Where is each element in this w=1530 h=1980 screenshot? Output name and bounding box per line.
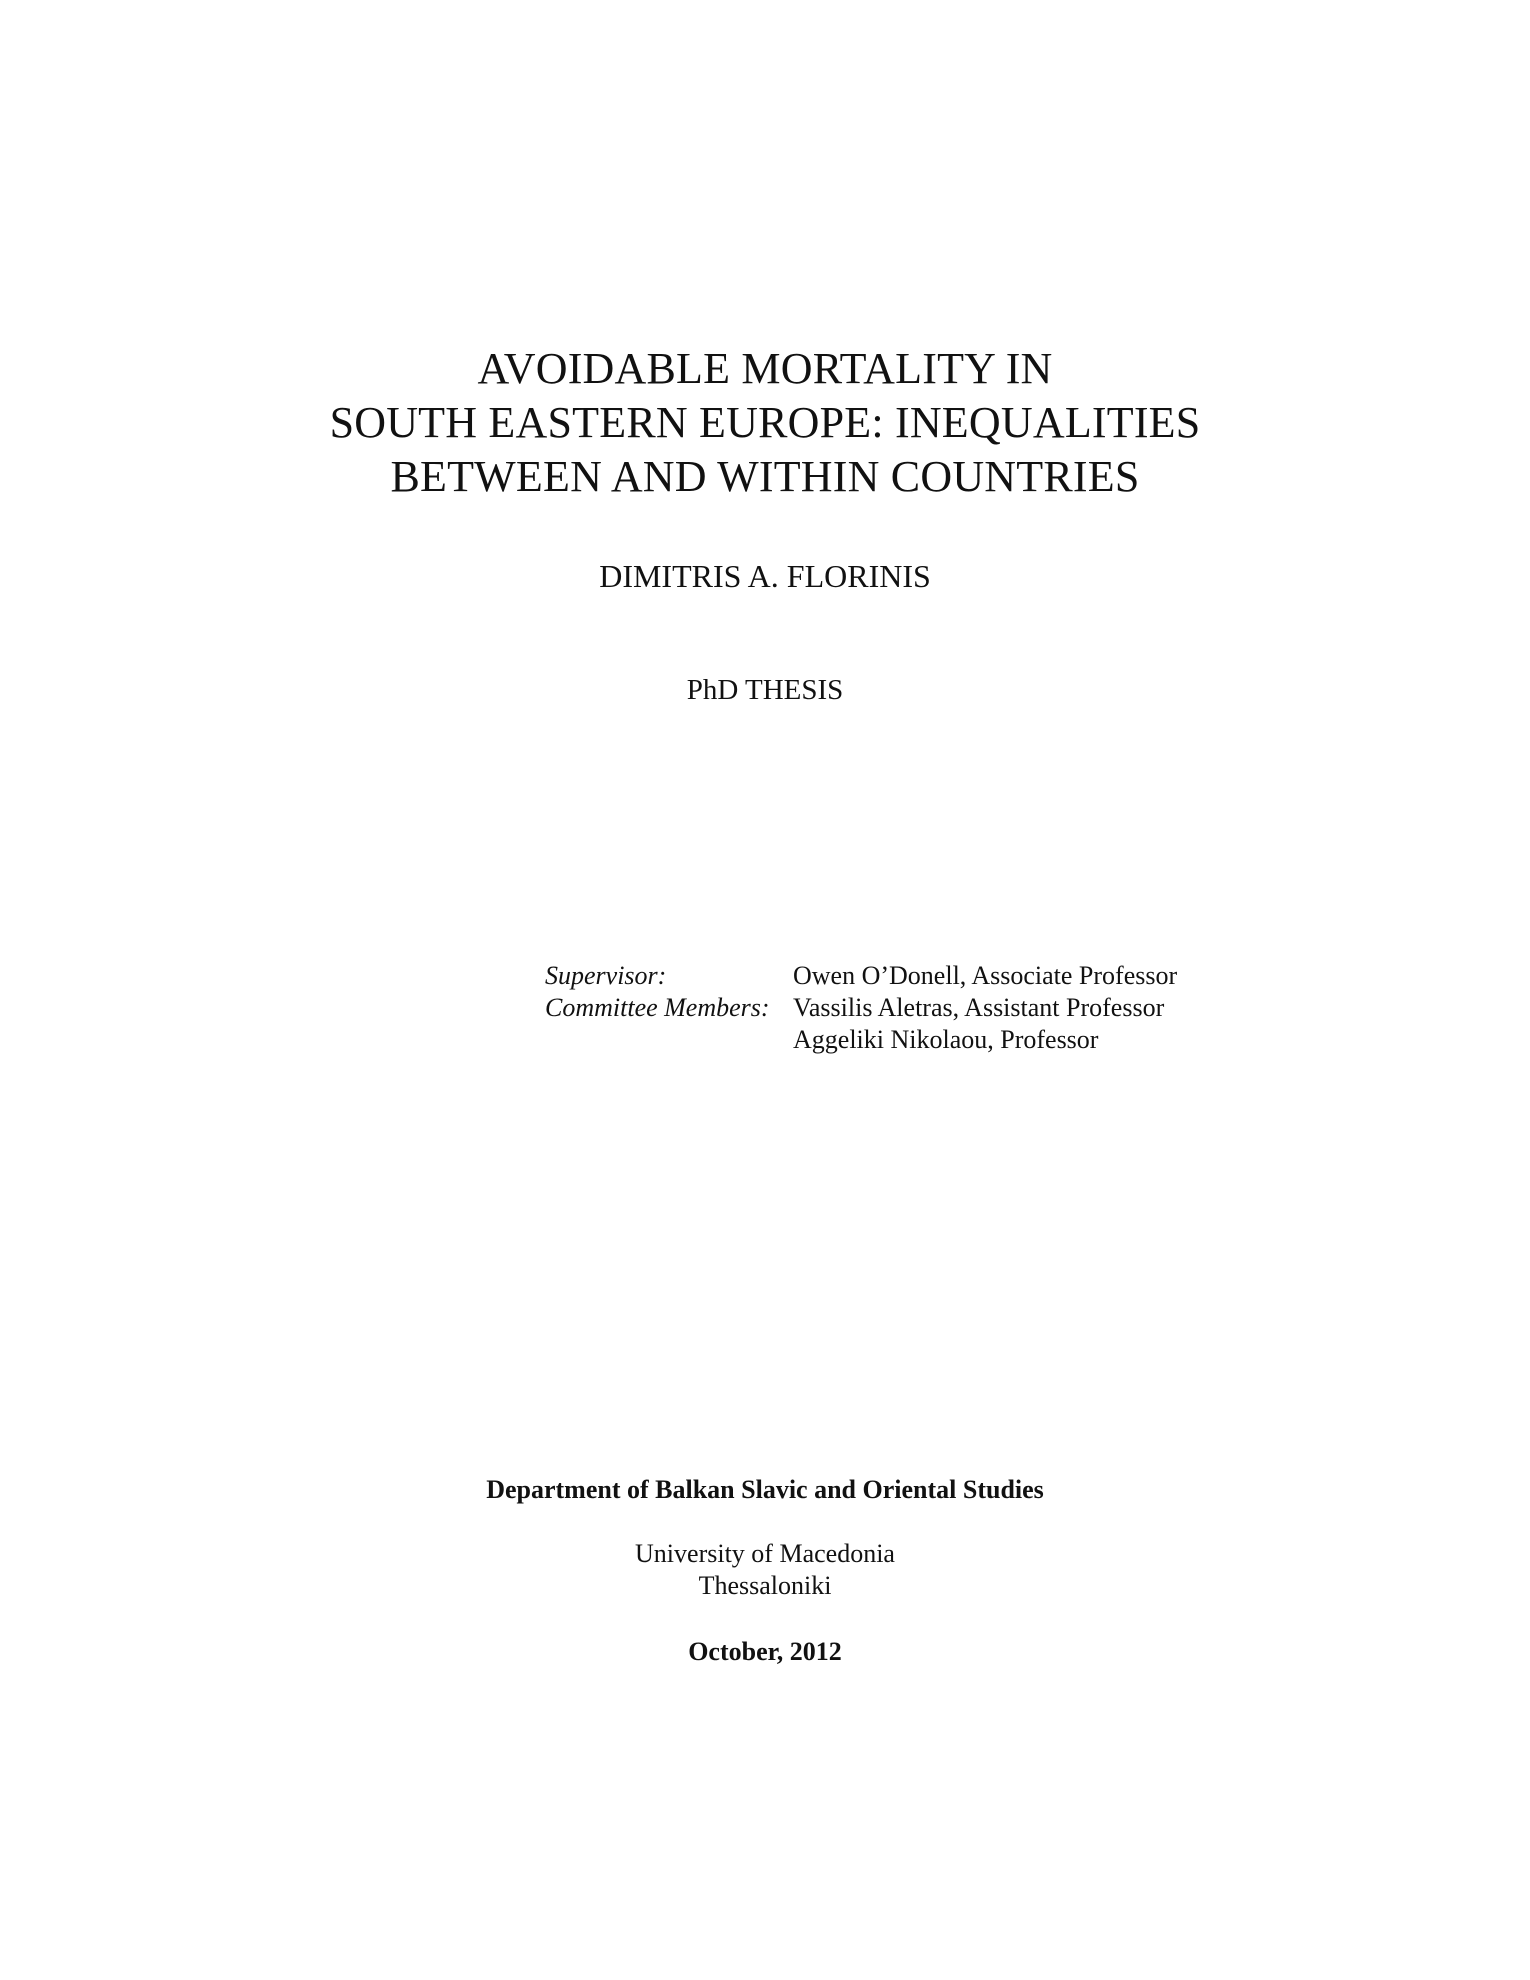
committee-block bbox=[545, 960, 1177, 1056]
university-name: University of Macedonia bbox=[635, 1539, 895, 1568]
committee-member-name: Vassilis Aletras, Assistant Professor bbox=[793, 993, 1165, 1022]
department-name: Department of Balkan Slavic and Oriental Studies bbox=[486, 1475, 1044, 1504]
committee-member-name: Aggeliki Nikolaou, Professor bbox=[793, 1025, 1099, 1054]
committee-row-member-1 bbox=[545, 992, 1177, 1024]
committee-role: Supervisor: bbox=[545, 961, 667, 990]
university-block bbox=[0, 1538, 1530, 1602]
university-city: Thessaloniki bbox=[698, 1571, 832, 1600]
thesis-title-line-3: BETWEEN AND WITHIN COUNTRIES bbox=[390, 452, 1140, 501]
committee-row-member-2 bbox=[545, 1024, 1177, 1056]
committee-row-supervisor bbox=[545, 960, 1177, 992]
committee-role bbox=[545, 1024, 793, 1056]
thesis-title-line-1: AVOIDABLE MORTALITY IN bbox=[477, 344, 1053, 393]
author-name: DIMITRIS A. FLORINIS bbox=[599, 558, 931, 594]
committee-role: Committee Members: bbox=[545, 993, 770, 1022]
degree-label: PhD THESIS bbox=[686, 674, 844, 706]
committee-member-name: Owen O’Donell, Associate Professor bbox=[793, 961, 1178, 990]
thesis-title bbox=[0, 342, 1530, 504]
submission-date: October, 2012 bbox=[688, 1637, 842, 1666]
thesis-title-line-2: SOUTH EASTERN EUROPE: INEQUALITIES bbox=[329, 398, 1201, 447]
